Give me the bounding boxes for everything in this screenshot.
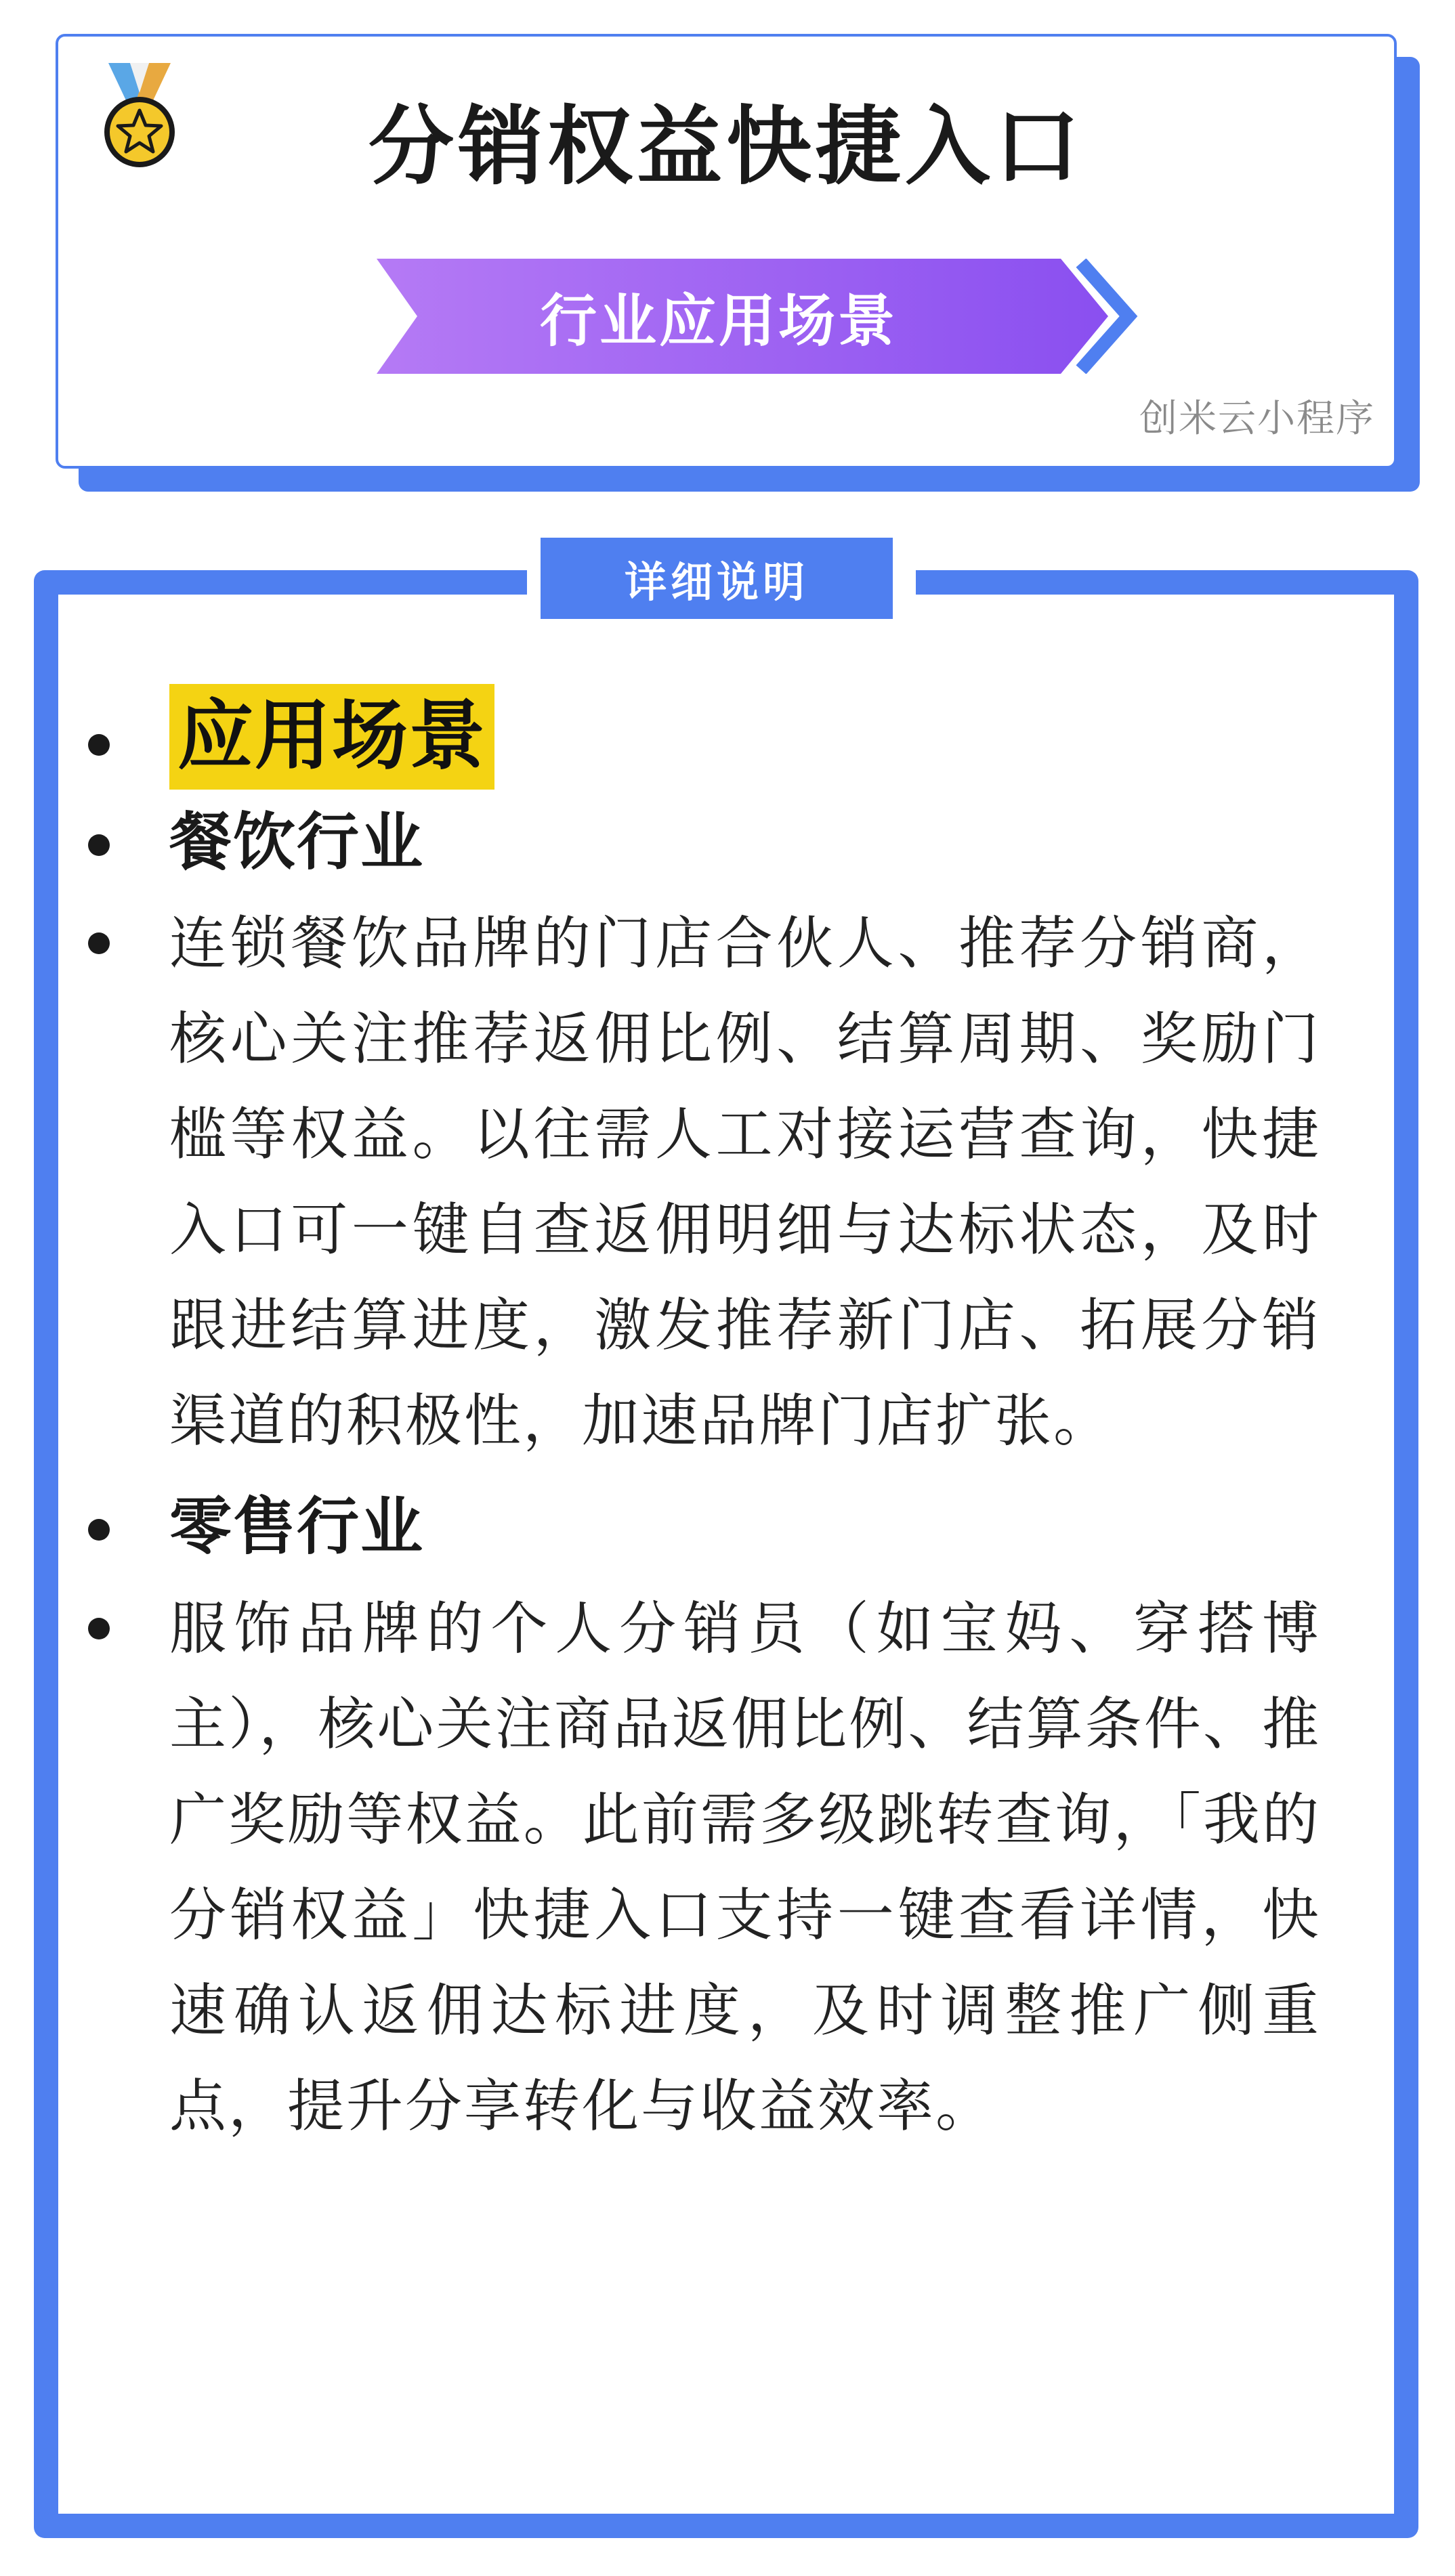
section-tab: 详细说明 (541, 538, 893, 619)
bullet-icon (88, 932, 110, 954)
industry-title: 餐饮行业 (169, 805, 425, 878)
page-title: 分销权益快捷入口 (368, 97, 1084, 196)
bullet-icon (88, 834, 110, 856)
industry-description: 服饰品牌的个人分销员（如宝妈、穿搭博主），核心关注商品返佣比例、结算条件、推广奖励等权益。此前需多级跳转查询，「我的分销权益」快捷入口支持一键查看详情，快速确认返佣达标进度，及时调整推广侧重点，提升分享转化与收益效率。 (169, 1595, 1321, 2140)
list-item-paragraph (81, 896, 1321, 1469)
bullet-icon (88, 734, 110, 756)
industry-title: 零售行业 (169, 1490, 425, 1564)
content-list (81, 684, 1321, 2172)
list-item-subheading (81, 1486, 1301, 1568)
list-item-subheading (81, 802, 1301, 883)
list-item-paragraph (81, 1581, 1321, 2154)
ribbon-label: 行业应用场景 (539, 287, 898, 354)
brand-name: 创米云小程序 (1139, 397, 1375, 441)
header-card (56, 34, 1397, 469)
list-item-heading (81, 684, 1301, 790)
section-heading: 应用场景 (169, 684, 494, 790)
bullet-icon (88, 1618, 110, 1639)
industry-description: 连锁餐饮品牌的门店合伙人、推荐分销商，核心关注推荐返佣比例、结算周期、奖励门槛等权益。以往需人工对接运营查询，快捷入口可一键自查返佣明细与达标状态，及时跟进结算进度，激发推荐新门店、拓展分销渠道的积极性，加速品牌门店扩张。 (169, 910, 1321, 1455)
bullet-icon (88, 1519, 110, 1541)
